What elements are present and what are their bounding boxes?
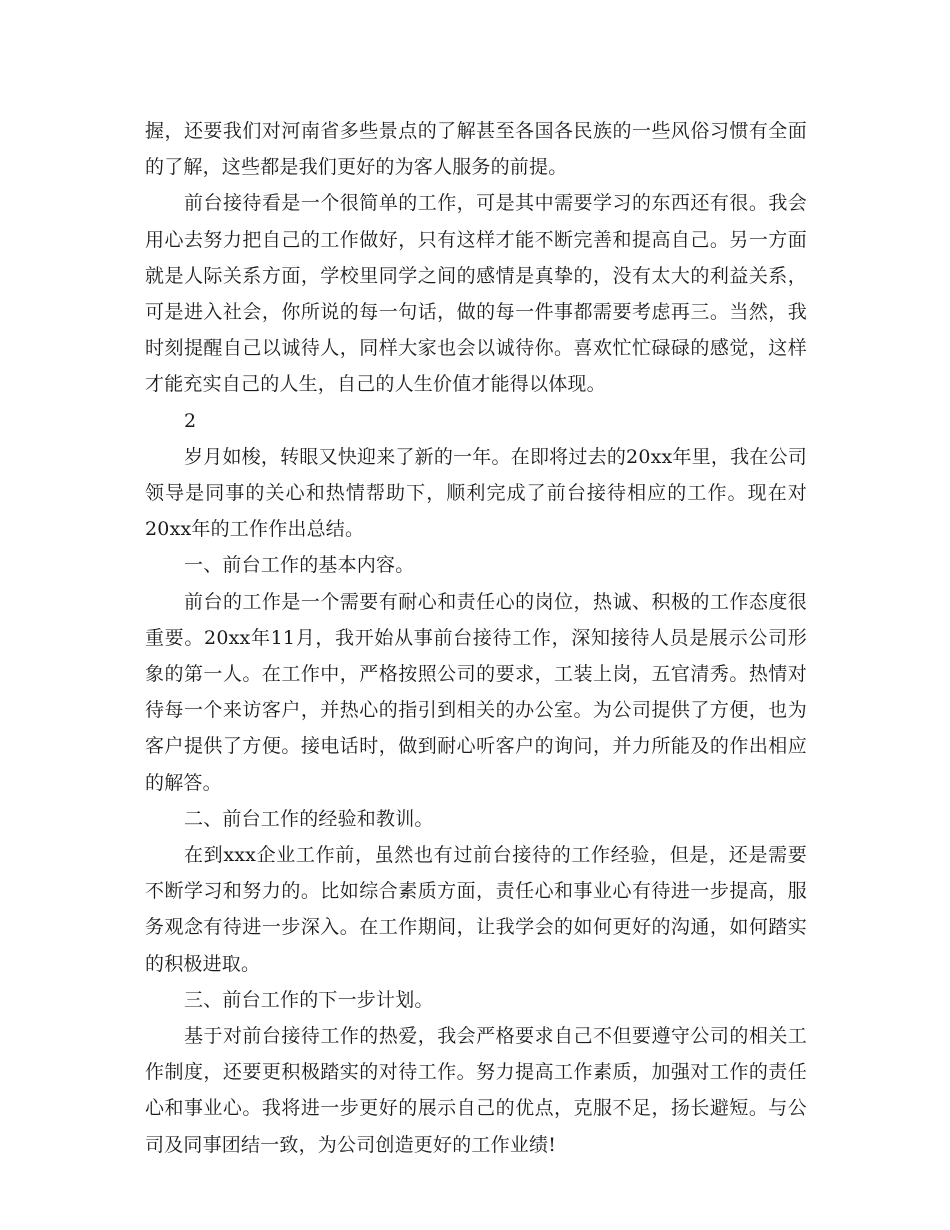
paragraph: 握，还要我们对河南省多些景点的了解甚至各国各民族的一些风俗习惯有全面的了解，这些都是我们更好的为客人服务的前提。 xyxy=(145,120,807,179)
section-heading: 一、前台工作的基本内容。 xyxy=(184,554,415,577)
paragraph: 前台接待看是一个很简单的工作，可是其中需要学习的东西还有很。我会用心去努力把自己的工作做好，只有这样才能不断完善和提高自己。另一方面就是人际关系方面，学校里同学之间的感情是真挚的，没有太大的利益关系，可是进入社会，你所说的每一句话，做的每一件事都需要考虑再三。当然，我时刻提醒自己以诚待人，同样大家也会以诚待你。喜欢忙忙碌碌的感觉，这样才能充实自己的人生，自己的人生价值才能得以体现。 xyxy=(145,192,807,396)
section-heading: 三、前台工作的下一步计划。 xyxy=(184,988,434,1011)
document-body xyxy=(145,113,807,1163)
section-heading: 二、前台工作的经验和教训。 xyxy=(184,807,434,830)
paragraph: 基于对前台接待工作的热爱，我会严格要求自己不但要遵守公司的相关工作制度，还要更积极踏实的对待工作。努力提高工作素质，加强对工作的责任心和事业心。我将进一步更好的展示自己的优点，克服不足，扬长避短。与公司及同事团结一致，为公司创造更好的工作业绩! xyxy=(145,1025,807,1156)
page-number-text: 2 xyxy=(184,409,197,432)
paragraph: 在到xxx企业工作前，虽然也有过前台接待的工作经验，但是，还是需要不断学习和努力的。比如综合素质方面，责任心和事业心有待进一步提高，服务观念有待进一步深入。在工作期间，让我学会的如何更好的沟通，如何踏实的积极进取。 xyxy=(145,844,807,975)
paragraph: 岁月如梭，转眼又快迎来了新的一年。在即将过去的20xx年里，我在公司领导是同事的关心和热情帮助下，顺利完成了前台接待相应的工作。现在对20xx年的工作作出总结。 xyxy=(145,445,807,541)
paragraph: 前台的工作是一个需要有耐心和责任心的岗位，热诚、积极的工作态度很重要。20xx年11月，我开始从事前台接待工作，深知接待人员是展示公司形象的第一人。在工作中，严格按照公司的要求，工装上岗，五官清秀。热情对待每一个来访客户，并热心的指引到相关的办公室。为公司提供了方便，也为客户提供了方便。接电话时，做到耐心听客户的询问，并力所能及的作出相应的解答。 xyxy=(145,590,807,794)
